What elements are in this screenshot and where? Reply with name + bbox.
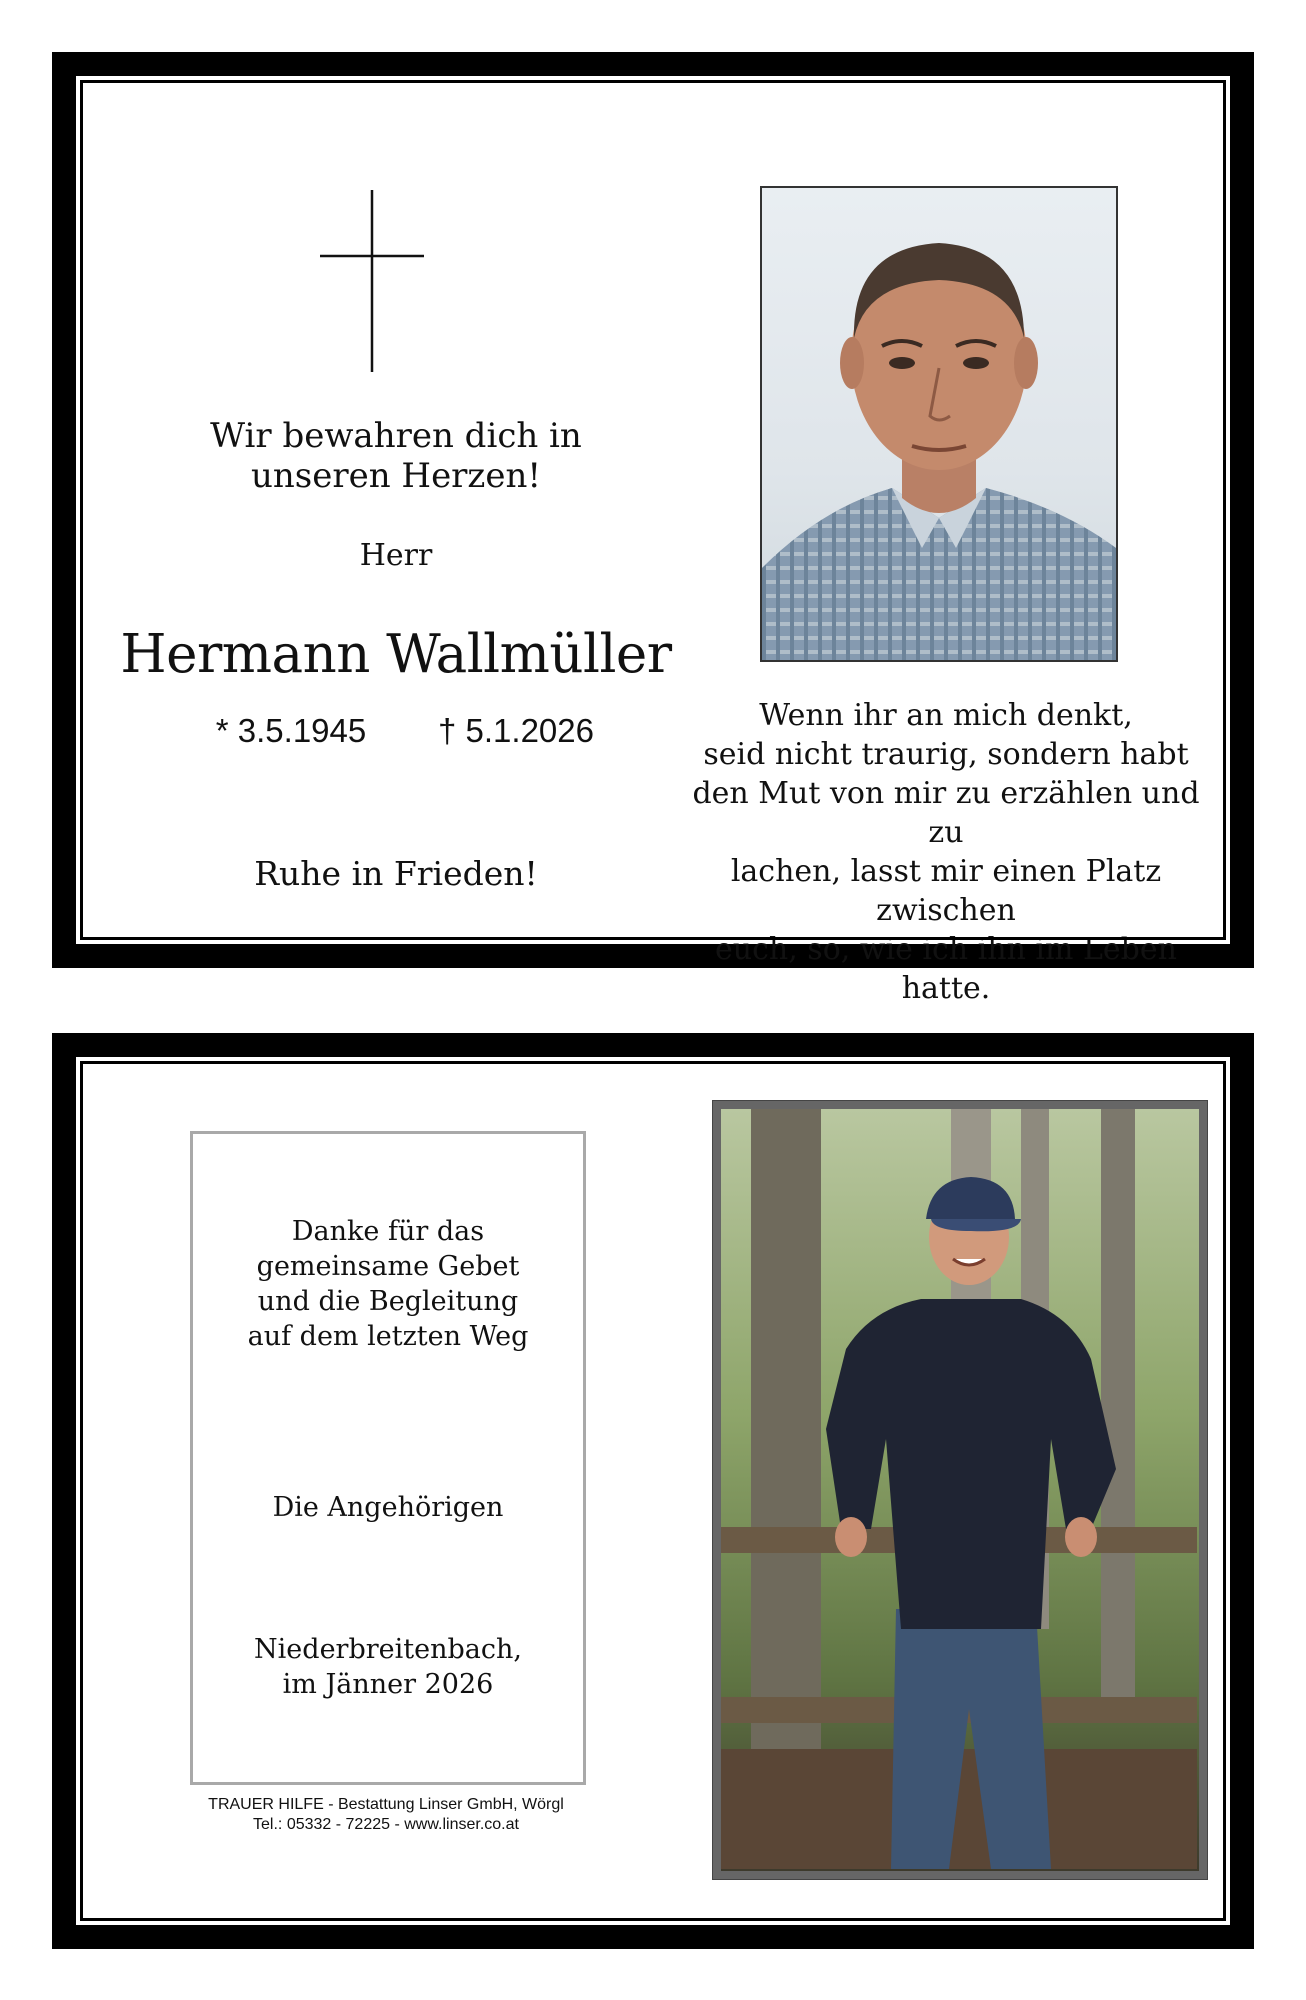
birth-date: * 3.5.1945: [215, 712, 367, 749]
greeting-line: unseren Herzen!: [250, 456, 542, 496]
outdoor-photo: [721, 1109, 1199, 1871]
quote-line: Wenn ihr an mich denkt,: [759, 698, 1133, 733]
funeral-home-contact: Tel.: 05332 - 72225 - www.linser.co.at: [253, 1816, 519, 1833]
deceased-name: Hermann Wallmüller: [120, 624, 672, 685]
front-card-inner: [76, 76, 1230, 1006]
thanks-line: auf dem letzten Weg: [247, 1321, 529, 1352]
greeting-line: Wir bewahren dich in: [210, 416, 582, 456]
back-card: [52, 1033, 1254, 1949]
memorial-quote: [676, 696, 1216, 1008]
quote-line: seid nicht traurig, sondern habt: [703, 737, 1189, 772]
place-date: [193, 1632, 583, 1702]
quote-line: den Mut von mir zu erzählen und zu: [692, 776, 1200, 850]
thanks-line: gemeinsame Gebet: [256, 1251, 520, 1282]
thanks-line: und die Begleitung: [257, 1286, 519, 1317]
photo-frame: [712, 1100, 1208, 1880]
funeral-home-info: [156, 1795, 616, 1835]
relatives-text: Die Angehörigen: [272, 1492, 504, 1523]
thanks-text: [193, 1214, 583, 1354]
greeting-text: [166, 416, 626, 496]
closing-text: Ruhe in Frieden!: [254, 854, 538, 893]
thanks-line: Danke für das: [291, 1216, 485, 1247]
place-line: Niederbreitenbach,: [254, 1634, 522, 1665]
salutation: Herr: [359, 538, 433, 573]
death-date: † 5.1.2026: [438, 712, 594, 749]
funeral-home-name: TRAUER HILFE - Bestattung Linser GmbH, Wörgl: [208, 1796, 564, 1813]
cross-icon: [320, 190, 424, 372]
portrait-photo: [760, 186, 1118, 662]
date-line: im Jänner 2026: [282, 1669, 494, 1700]
portrait-illustration: [762, 188, 1116, 660]
quote-line: euch, so, wie ich ihn im Leben hatte.: [715, 932, 1177, 1006]
thanks-box: [190, 1131, 586, 1785]
front-card: [52, 52, 1254, 1006]
back-card-inner: [76, 1057, 1230, 1925]
quote-line: lachen, lasst mir einen Platz zwischen: [730, 854, 1162, 928]
outdoor-photo-illustration: [721, 1109, 1197, 1869]
